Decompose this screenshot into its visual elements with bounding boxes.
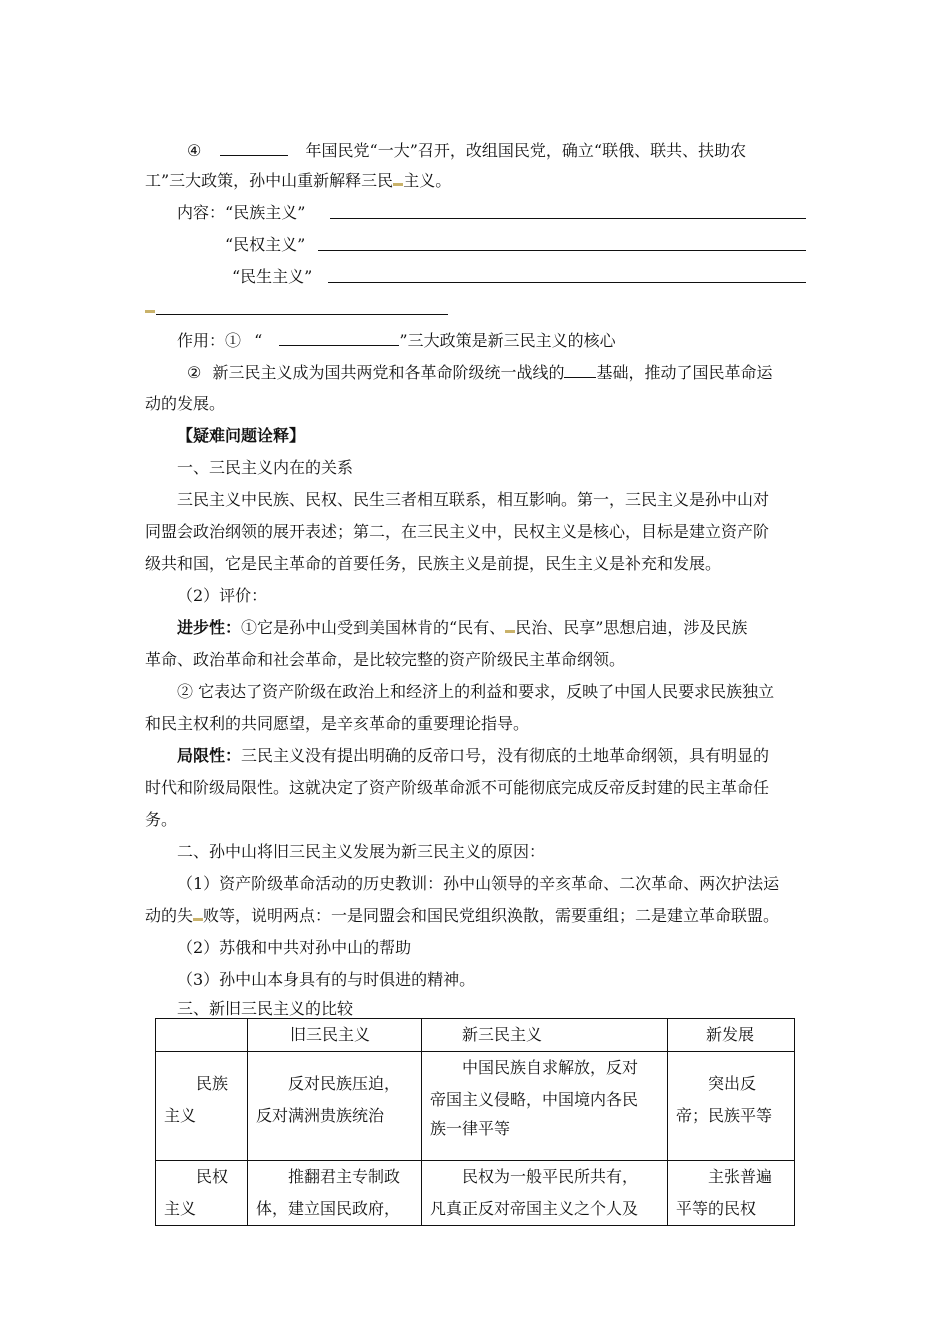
- table-cell: [248, 1052, 422, 1161]
- sec1-p1: 三民主义中民族、民权、民生三者相互联系，相互影响。第一，三民主义是孙中山对: [177, 490, 770, 509]
- table-cell: [248, 1161, 422, 1226]
- effect-text2a: 新三民主义成为国共两党和各革命阶级统一战线的: [212, 363, 565, 382]
- header-development: 新发展: [706, 1025, 755, 1044]
- cell-text: 民权: [196, 1167, 229, 1186]
- cell-text: 民族: [196, 1074, 229, 1093]
- item4-text-b1: 工”三大政策，孙中山重新解释三民: [145, 171, 394, 190]
- cell-text: 主义: [164, 1199, 197, 1218]
- lim-line1: [177, 745, 769, 767]
- prog-p1b: 民治、民享”思想启迪，涉及民族: [515, 618, 748, 637]
- table-cell: [668, 1161, 795, 1226]
- comparison-table: [155, 1018, 795, 1226]
- table-cell: [422, 1052, 668, 1161]
- sec2-3: （3）孙中山本身具有的与时俱进的精神。: [177, 970, 476, 989]
- table-header-cell: [248, 1019, 422, 1052]
- table-row: [156, 1161, 795, 1226]
- cell-text: 体，建立国民政府，: [256, 1199, 401, 1218]
- table-header-cell: [668, 1019, 795, 1052]
- cell-text: 突出反: [708, 1074, 757, 1093]
- cell-text: 反对民族压迫，: [288, 1074, 401, 1093]
- eval-title: （2）评价：: [177, 586, 268, 605]
- basis-blank: [564, 361, 596, 378]
- sec2-1b1: 动的失: [145, 906, 194, 925]
- prog-line1: [177, 617, 747, 639]
- table-cell: [156, 1161, 248, 1226]
- effect-text2c: 动的发展。: [145, 394, 226, 413]
- sec2-1b2: 败等，说明两点：一是同盟会和国民党组织涣散，需要重组；二是建立革命联盟。: [203, 906, 780, 925]
- table-header-row: [156, 1019, 795, 1052]
- prog-label: 进步性：: [177, 618, 242, 637]
- prog-p2: 革命、政治革命和社会革命，是比较完整的资产阶级民主革命纲领。: [145, 650, 626, 669]
- sec2-title: 二、孙中山将旧三民主义发展为新三民主义的原因：: [177, 842, 546, 861]
- policy-blank: [279, 329, 399, 346]
- marker-dash: [193, 918, 203, 921]
- sec1-title: 一、三民主义内在的关系: [177, 458, 354, 477]
- table-cell: [422, 1161, 668, 1226]
- marker-dash: [505, 630, 515, 633]
- lim-label: 局限性：: [177, 746, 242, 765]
- marker-dash: [145, 310, 155, 313]
- prog-p4: 和民主权利的共同愿望，是辛亥革命的重要理论指导。: [145, 714, 530, 733]
- cell-text: 凡真正反对帝国主义之个人及: [430, 1199, 639, 1218]
- item4-line1: [187, 139, 746, 162]
- cell-text: 反对满洲贵族统治: [256, 1106, 385, 1125]
- effect-marker2: ②: [187, 363, 202, 382]
- table-cell: [668, 1052, 795, 1161]
- content-minzu-line: [177, 202, 305, 224]
- table-cell: [156, 1052, 248, 1161]
- effect-text2b: 基础，推动了国民革命运: [596, 363, 773, 382]
- year-blank: [220, 139, 288, 156]
- lim-p2: 时代和阶级局限性。这就决定了资产阶级革命派不可能彻底完成反帝反封建的民主革命任: [145, 778, 770, 797]
- table-header-cell: [422, 1019, 668, 1052]
- content-label: 内容：: [177, 203, 226, 222]
- item4-text-a: 年国民党“一大”召开，改组国民党，确立“联俄、联共、扶助农: [305, 141, 747, 160]
- minsheng-blank: [328, 282, 806, 283]
- effect-text1: ”三大政策是新三民主义的核心: [399, 331, 616, 350]
- effect-open-quote: “: [254, 331, 263, 350]
- sec1-p2: 同盟会政治纲领的展开表述；第二，在三民主义中，民权主义是核心，目标是建立资产阶: [145, 522, 770, 541]
- minquan-label: “民权主义”: [225, 235, 306, 254]
- prog-p1a: ①它是孙中山受到美国林肯的“民有、: [241, 618, 506, 637]
- minsheng-blank-cont: [156, 314, 448, 315]
- minzu-label: “民族主义”: [225, 203, 306, 222]
- effect-label: 作用：①: [177, 331, 242, 350]
- cell-text: 民权为一般平民所共有，: [462, 1167, 639, 1186]
- table-header-cell: [156, 1019, 248, 1052]
- minzu-blank: [330, 218, 806, 219]
- cell-text: 主义: [164, 1106, 197, 1125]
- minquan-blank: [318, 250, 806, 251]
- sec2-2: （2）苏俄和中共对孙中山的帮助: [177, 938, 412, 957]
- sec1-p3: 级共和国，它是民主革命的首要任务，民族主义是前提，民生主义是补充和发展。: [145, 554, 722, 573]
- cell-text: 主张普遍: [708, 1167, 773, 1186]
- cell-text: 推翻君主专制政: [288, 1167, 401, 1186]
- table-row: [156, 1052, 795, 1161]
- cell-text: 族一律平等: [430, 1119, 511, 1138]
- minsheng-label: “民生主义”: [232, 267, 313, 286]
- lim-p3: 务。: [145, 810, 178, 829]
- prog-p3: ② 它表达了资产阶级在政治上和经济上的利益和要求，反映了中国人民要求民族独立: [177, 682, 775, 701]
- effect-line2: [187, 361, 772, 384]
- sec3-title: 三、新旧三民主义的比较: [177, 999, 354, 1018]
- header-old: 旧三民主义: [290, 1025, 371, 1044]
- cell-text: 帝；民族平等: [676, 1106, 773, 1125]
- sec2-1a: （1）资产阶级革命活动的历史教训：孙中山领导的辛亥革命、二次革命、两次护法运: [177, 874, 780, 893]
- header-new: 新三民主义: [462, 1025, 543, 1044]
- marker-dash: [393, 183, 403, 186]
- item4-line2: [145, 170, 451, 192]
- cell-text: 帝国主义侵略，中国境内各民: [430, 1090, 639, 1109]
- effect-line1: [177, 329, 616, 352]
- lim-p1: 三民主义没有提出明确的反帝口号，没有彻底的土地革命纲领，具有明显的: [241, 746, 770, 765]
- cell-text: 平等的民权: [676, 1199, 757, 1218]
- section-heading: 【疑难问题诠释】: [177, 426, 306, 445]
- item4-marker: ④: [187, 141, 202, 160]
- sec2-1b: [145, 905, 779, 927]
- cell-text: 中国民族自求解放，反对: [462, 1058, 639, 1077]
- item4-text-b2: 主义。: [403, 171, 452, 190]
